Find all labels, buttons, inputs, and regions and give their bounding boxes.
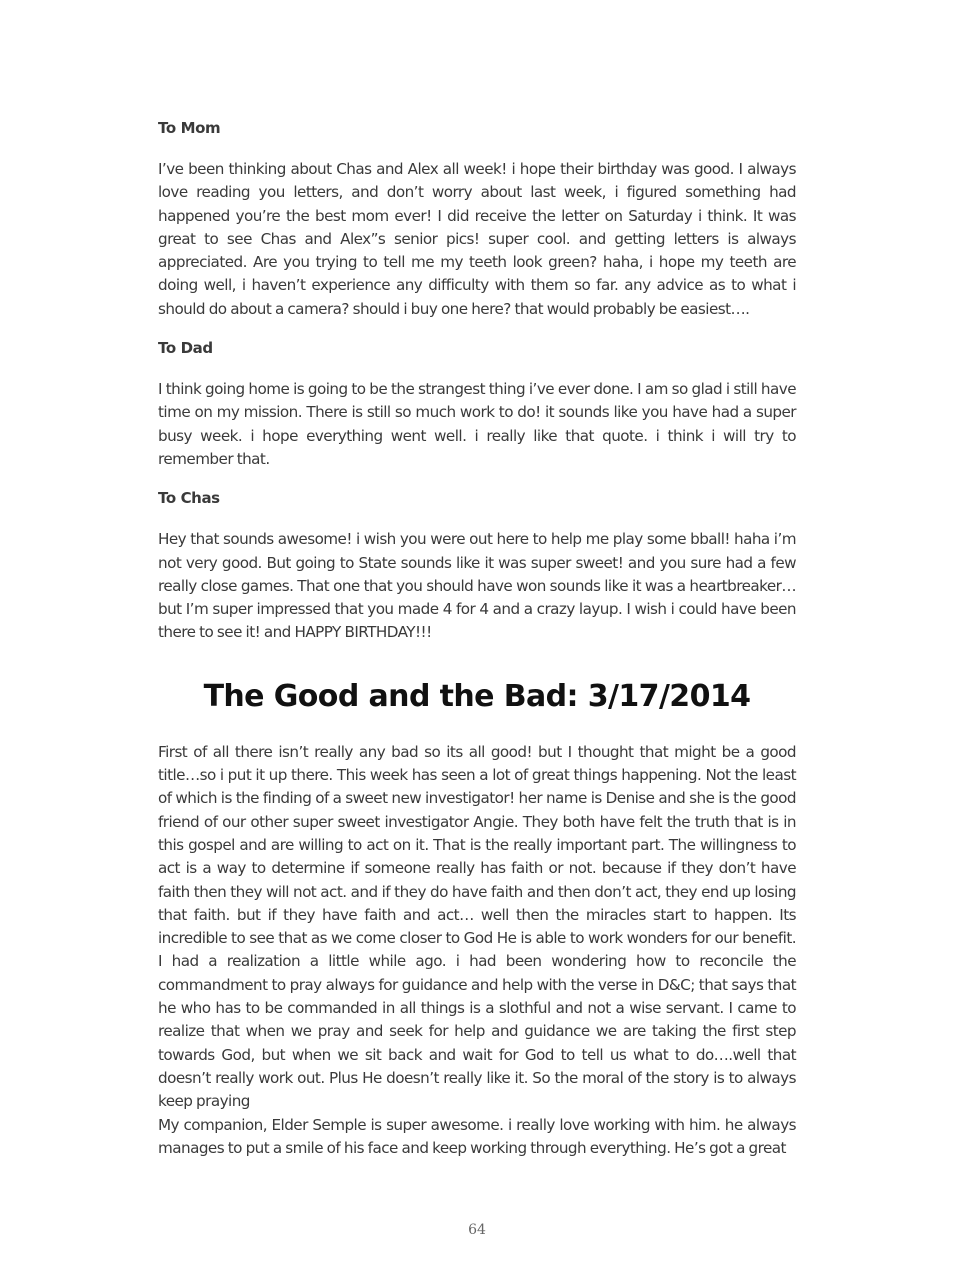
section-heading: To Mom bbox=[158, 119, 221, 137]
letter-section-chas bbox=[158, 487, 796, 644]
section-text: Hey that sounds awesome! i wish you were out here to help me play some bball! haha i’m not very good. But going to State sounds like it was super sweet! and you sure had a few really close games. That one that you should have won sounds like it was a heartbreaker… but I’m super impressed that you made 4 for 4 and a crazy layup. I wish i could have been there to see it! and HAPPY BIRTHDAY!!! bbox=[158, 530, 796, 642]
section-heading: To Dad bbox=[158, 339, 213, 358]
document-page bbox=[158, 117, 796, 1160]
post-paragraph: My companion, Elder Semple is super awesome. i really love working with him. he always manages to put a smile of his face and keep working through everything. He’s got a great bbox=[158, 1115, 796, 1157]
post-title: The Good and the Bad: 3/17/2014 bbox=[203, 678, 751, 714]
section-text: I’ve been thinking about Chas and Alex all week! i hope their birthday was good. I always love reading you letters, and don’t worry about last week, i figured something had happened you’re the best mom ever! I did receive the letter on Saturday i think. It was great to see Chas and Alex”s senior pics! super cool. and getting letters is always appreciated. Are you trying to tell me my teeth look green? haha, i hope my teeth are doing well, i haven’t experience any difficulty with them so far. any advice as to what i should do about a camera? should i buy one here? that would probably be easiest…. bbox=[158, 160, 796, 318]
post-paragraph: First of all there isn’t really any bad so its all good! but I thought that might be a good title…so i put it up there. This week has seen a lot of great things happening. Not the least of which is the finding of a sweet new investigator! her name is Denise and she is the good friend of our other super sweet investigator Angie. They both have felt the truth that is in this gospel and are willing to act on it. That is the really important part. The willingness to act is a way to determine if someone really has faith or not. because if they don’t have faith then they will not act. and if they do have faith and then don’t act, they end up losing that faith. but if they have faith and act… well then the miracles start to happen. Its incredible to see that as we come closer to God He is able to work wonders for our benefit. I had a realization a little while ago. i had been wondering how to reconcile the commandment to pray always for guidance and help with the verse in D&C; that says that he who has to be commanded in all things is a slothful and not a wise servant. I came to realize that when we pray and seek for help and guidance we are taking the first step towards God, but when we sit back and wait for God to tell us what to do….well that doesn’t really work out. Plus He doesn’t really like it. So the moral of the story is to always keep praying bbox=[158, 742, 796, 1111]
section-text: I think going home is going to be the strangest thing i’ve ever done. I am so glad i still have time on my mission. There is still so much work to do! it sounds like you have had a super busy week. i hope everything went well. i really like that quote. i think i will try to remember that. bbox=[158, 380, 796, 468]
letter-section-dad bbox=[158, 337, 796, 471]
letter-section-mom bbox=[158, 117, 796, 321]
page-number: 64 bbox=[468, 1222, 486, 1238]
section-heading: To Chas bbox=[158, 489, 220, 508]
